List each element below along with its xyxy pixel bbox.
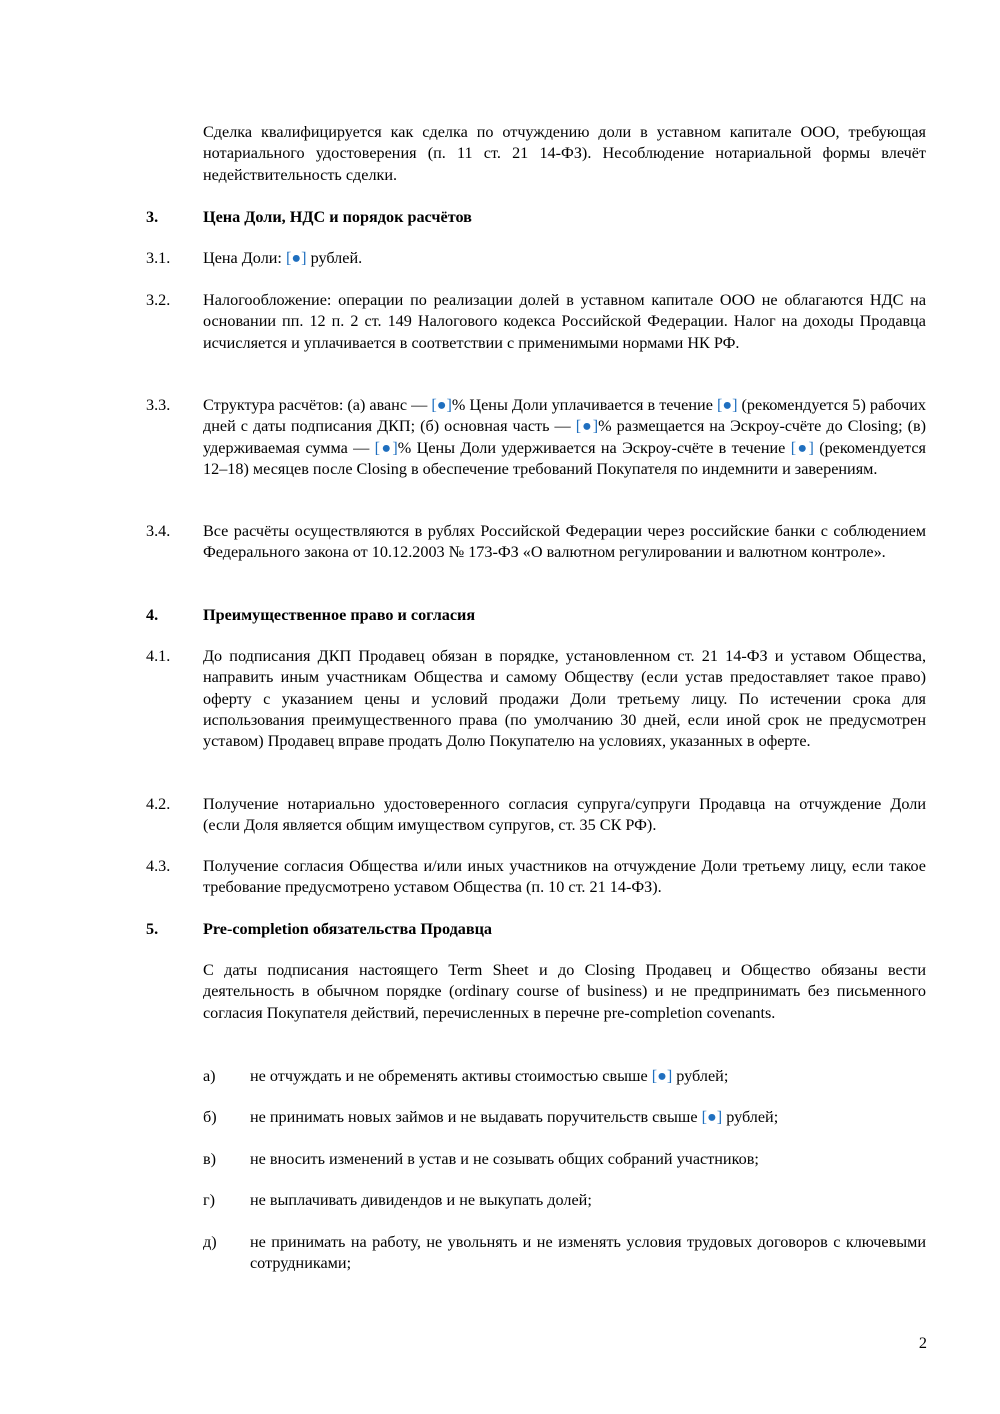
placeholder-marker: [●]	[716, 396, 738, 414]
clause-text: До подписания ДКП Продавец обязан в порядке, установленном ст. 21 14-ФЗ и уставом Общества, направить иным участникам Общества и самому Обществу (если устав предоставляет такое право) оферту с указанием цены и условий продажи Доли третьему лицу. По истечении срока для использования преимущественного права (по умолчанию 30 дней, если иной срок не предусмотрен уставом) Продавец вправе продать Долю Покупателю на условиях, указанных в оферте.	[203, 647, 926, 751]
clause-text: Налогообложение: операции по реализации долей в уставном капитале ООО не облагаются НДС на основании пп. 12 п. 2 ст. 149 Налогового кодекса Российской Федерации. Налог на доходы Продавца исчисляется и уплачивается в соответствии с применимыми нормами НК РФ.	[203, 291, 926, 352]
list-item	[203, 1149, 926, 1170]
section-number: 3.	[146, 208, 159, 226]
clause-number: 3.3.	[146, 396, 171, 414]
page-number: 2	[918, 1334, 927, 1352]
section-4-heading	[146, 605, 926, 626]
clause-text: Получение согласия Общества и/или иных участников на отчуждение Доли третьему лицу, если такое требование предусмотрено уставом Общества (п. 10 ст. 21 14-ФЗ).	[203, 857, 926, 897]
list-item	[203, 1066, 926, 1087]
section-number: 5.	[146, 920, 159, 938]
list-item-text: не вносить изменений в устав и не созывать общих собраний участников;	[250, 1150, 759, 1168]
section-title: Pre-completion обязательства Продавца	[203, 920, 493, 938]
placeholder-marker: [●]	[651, 1067, 673, 1085]
placeholder-marker: [●]	[790, 438, 814, 457]
placeholder-marker: [●]	[374, 438, 398, 457]
clause-3-4	[146, 521, 926, 564]
placeholder-marker: [●]	[431, 396, 452, 414]
list-marker: б)	[203, 1108, 217, 1126]
clause-number: 3.2.	[146, 291, 171, 309]
section-3-heading	[146, 207, 926, 228]
placeholder-marker: [●]	[701, 1108, 723, 1126]
clause-4-1	[146, 646, 926, 752]
clause-text: Цена Доли: [●] рублей.	[203, 249, 363, 267]
list-item-text: не принимать новых займов и не выдавать поручительств свыше [●] рублей;	[250, 1108, 779, 1126]
intro-paragraph	[146, 122, 926, 186]
clause-number: 3.1.	[146, 249, 171, 267]
clause-text: Получение нотариально удостоверенного согласия супруга/супруги Продавца на отчуждение Доли (если Доля является общим имуществом супругов, ст. 35 СК РФ).	[203, 795, 926, 835]
section-number: 4.	[146, 606, 159, 624]
section-intro-text: С даты подписания настоящего Term Sheet и до Closing Продавец и Общество обязаны вести деятельность в обычном порядке (ordinary course of business) и не предпринимать без письменного согласия Покупателя действий, перечисленных в перечне pre-completion covenants.	[203, 961, 926, 1022]
placeholder-marker: [●]	[285, 249, 307, 267]
section-title: Преимущественное право и согласия	[203, 606, 476, 624]
section-5-heading	[146, 919, 926, 940]
list-item-text: не выплачивать дивидендов и не выкупать долей;	[250, 1191, 592, 1209]
list-marker: в)	[203, 1150, 217, 1168]
list-item-text: не отчуждать и не обременять активы стоимостью свыше [●] рублей;	[250, 1067, 729, 1085]
section-title: Цена Доли, НДС и порядок расчётов	[203, 208, 472, 226]
list-item-text: не принимать на работу, не увольнять и не изменять условия трудовых договоров с ключевыми сотрудниками;	[250, 1233, 926, 1273]
list-item	[203, 1232, 926, 1275]
clause-text: Структура расчётов: (а) аванс — [●]% Цены Доли уплачивается в течение [●] (рекомендуется 5) рабочих дней с даты подписания ДКП; (б) основная часть — [●]% размещается на Эскроу-счёте до Closing; (в) удерживаемая сумма — [●]% Цены Доли удерживается на Эскроу-счёте в течение [●] (рекомендуется 12–18) месяцев после Closing в обеспечение требований Покупателя по индемнити и заверениям.	[203, 396, 927, 478]
placeholder-marker: [●]	[575, 417, 599, 436]
clause-number: 4.1.	[146, 647, 171, 665]
section-5-intro	[146, 960, 926, 1024]
clause-number: 3.4.	[146, 522, 171, 540]
list-marker: д)	[203, 1233, 217, 1251]
clause-3-1	[146, 248, 926, 269]
list-item	[203, 1107, 926, 1128]
clause-number: 4.3.	[146, 857, 171, 875]
clause-number: 4.2.	[146, 795, 171, 813]
clause-3-2	[146, 290, 926, 354]
list-marker: а)	[203, 1067, 216, 1085]
list-marker: г)	[203, 1191, 216, 1209]
list-item	[203, 1190, 926, 1211]
clause-text: Все расчёты осуществляются в рублях Российской Федерации через российские банки с соблюдением Федерального закона от 10.12.2003 № 173-ФЗ «О валютном регулировании и валютном контроле».	[203, 522, 926, 562]
clause-3-3	[146, 395, 926, 480]
intro-text: Сделка квалифицируется как сделка по отчуждению доли в уставном капитале ООО, требующая нотариального удостоверения (п. 11 ст. 21 14-ФЗ). Несоблюдение нотариальной формы влечёт недействительность сделки.	[203, 123, 926, 184]
clause-4-3	[146, 856, 926, 899]
clause-4-2	[146, 794, 926, 837]
